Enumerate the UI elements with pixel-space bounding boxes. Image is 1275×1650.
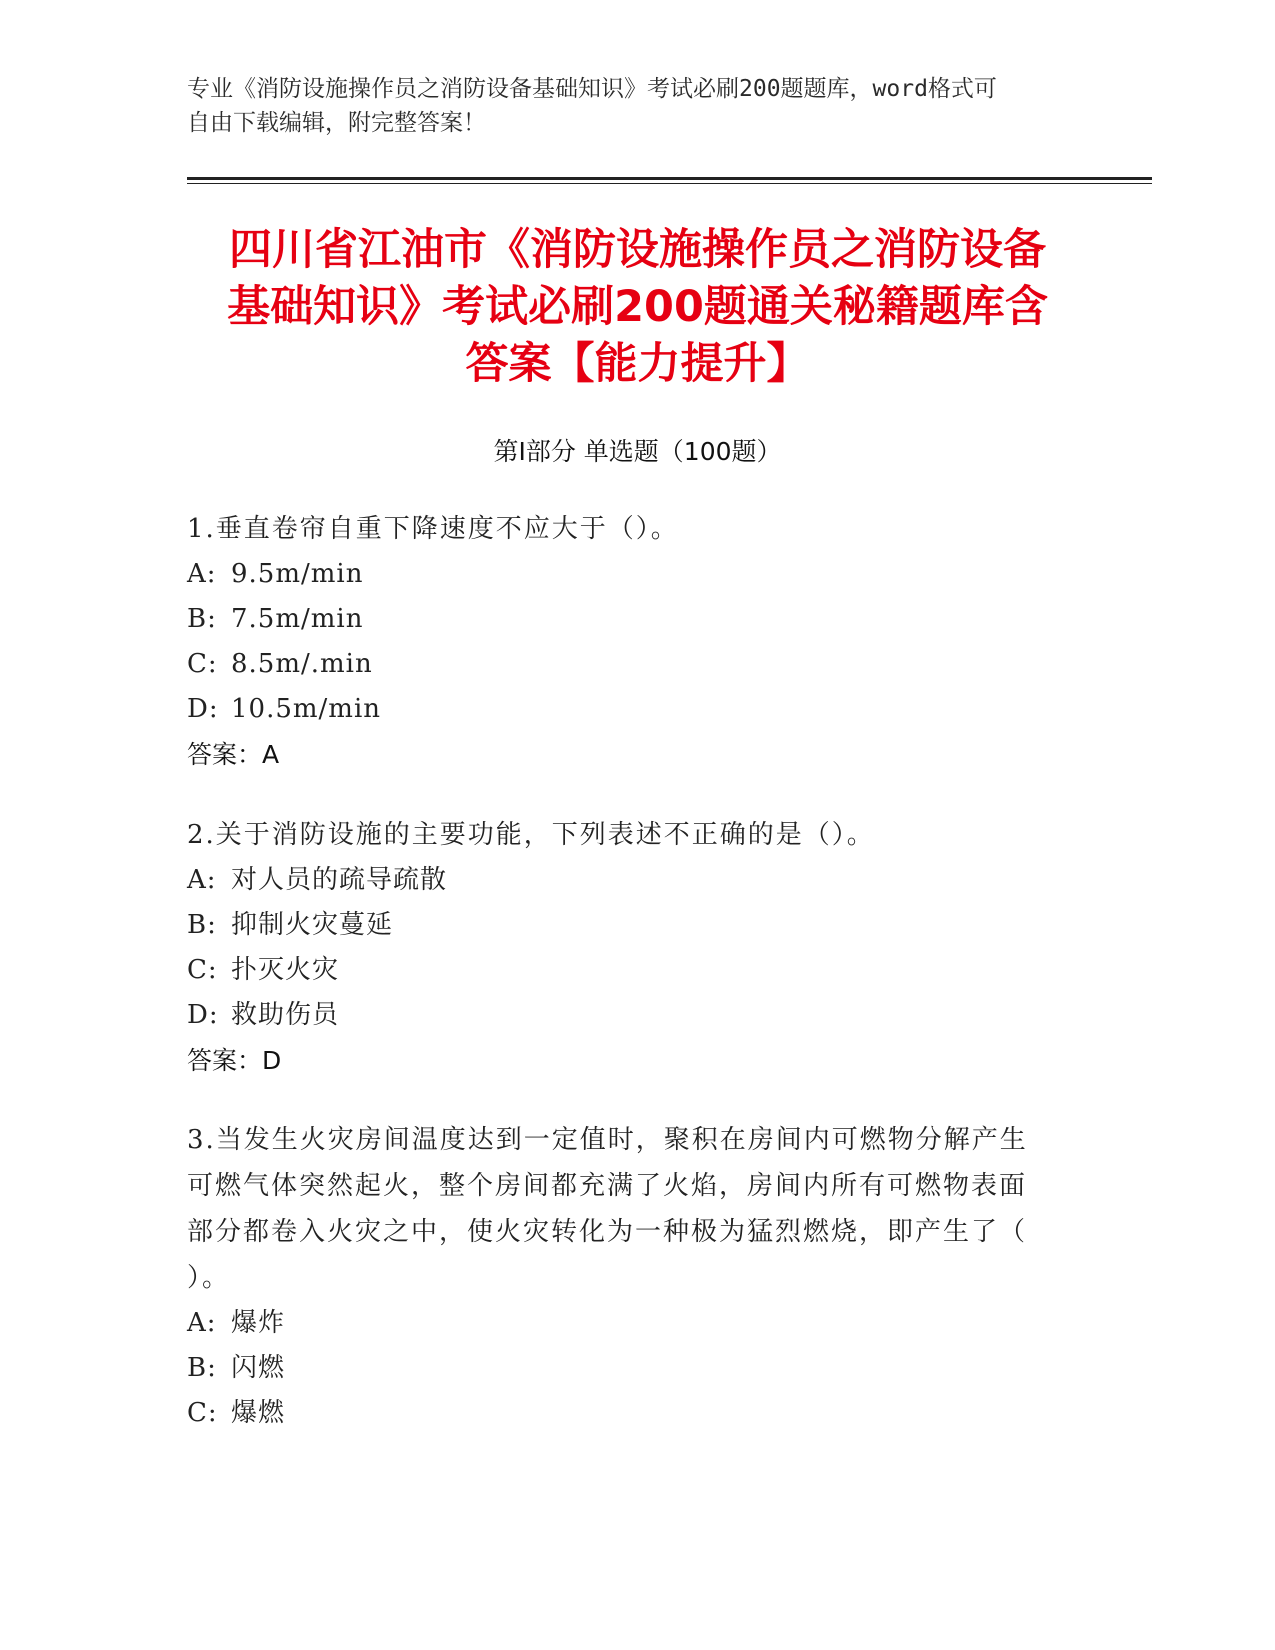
option-letter: D: <box>187 694 219 724</box>
option-text: 7.5m/min <box>231 604 364 634</box>
option-b <box>187 1346 1067 1391</box>
option-c <box>187 948 1067 993</box>
option-text: 爆燃 <box>231 1398 286 1428</box>
option-text: 9.5m/min <box>231 559 364 589</box>
document-title <box>180 222 1095 393</box>
question-stem-line-3: 部分都卷入火灾之中，使火灾转化为一种极为猛烈燃烧，即产生了（ <box>187 1217 1028 1247</box>
option-d <box>187 687 1067 732</box>
option-text: 8.5m/.min <box>231 649 373 679</box>
question-stem: 1.垂直卷帘自重下降速度不应大于（）。 <box>187 514 679 544</box>
option-d <box>187 993 1067 1038</box>
option-text: 对人员的疏导疏散 <box>231 865 448 895</box>
option-letter: B: <box>187 1353 217 1383</box>
question-1 <box>187 506 1067 777</box>
answer-line: 答案：D <box>187 1046 282 1075</box>
option-letter: D: <box>187 1000 219 1030</box>
option-text: 救助伤员 <box>231 1000 340 1030</box>
header-note <box>187 72 1067 140</box>
question-2 <box>187 812 1067 1083</box>
option-text: 爆炸 <box>231 1308 286 1338</box>
option-letter: B: <box>187 910 217 940</box>
option-letter: C: <box>187 649 218 679</box>
option-text: 闪燃 <box>231 1353 286 1383</box>
option-b <box>187 597 1067 642</box>
option-a <box>187 858 1067 903</box>
answer-line: 答案：A <box>187 740 280 769</box>
option-letter: A: <box>187 559 217 589</box>
header-note-line-1: 专业《消防设施操作员之消防设备基础知识》考试必刷200题题库，word格式可 <box>187 76 997 102</box>
document-title-line-1: 四川省江油市《消防设施操作员之消防设备 <box>229 225 1046 275</box>
option-b <box>187 903 1067 948</box>
option-text: 扑灭火灾 <box>231 955 340 985</box>
option-letter: B: <box>187 604 217 634</box>
option-letter: C: <box>187 1398 218 1428</box>
option-text: 10.5m/min <box>231 694 382 724</box>
question-stem-line-4: ）。 <box>187 1263 231 1293</box>
option-letter: C: <box>187 955 218 985</box>
header-rule-thick <box>187 177 1152 180</box>
section-heading: 第Ⅰ部分 单选题（100题） <box>493 437 782 466</box>
document-title-line-3: 答案【能力提升】 <box>465 339 810 389</box>
option-c <box>187 1391 1067 1436</box>
option-text: 抑制火灾蔓延 <box>231 910 394 940</box>
option-a <box>187 1301 1067 1346</box>
header-rule-thin <box>187 183 1152 184</box>
option-letter: A: <box>187 865 217 895</box>
question-stem: 2.关于消防设施的主要功能，下列表述不正确的是（）。 <box>187 820 875 850</box>
option-letter: A: <box>187 1308 217 1338</box>
question-3 <box>187 1117 1067 1436</box>
option-c <box>187 642 1067 687</box>
question-stem-line-1: 3.当发生火灾房间温度达到一定值时，聚积在房间内可燃物分解产生 <box>187 1125 1028 1155</box>
document-title-line-2: 基础知识》考试必刷200题通关秘籍题库含 <box>227 282 1048 332</box>
header-note-line-2: 自由下载编辑，附完整答案！ <box>187 110 486 136</box>
question-stem-line-2: 可燃气体突然起火，整个房间都充满了火焰，房间内所有可燃物表面 <box>187 1171 1028 1201</box>
option-a <box>187 552 1067 597</box>
